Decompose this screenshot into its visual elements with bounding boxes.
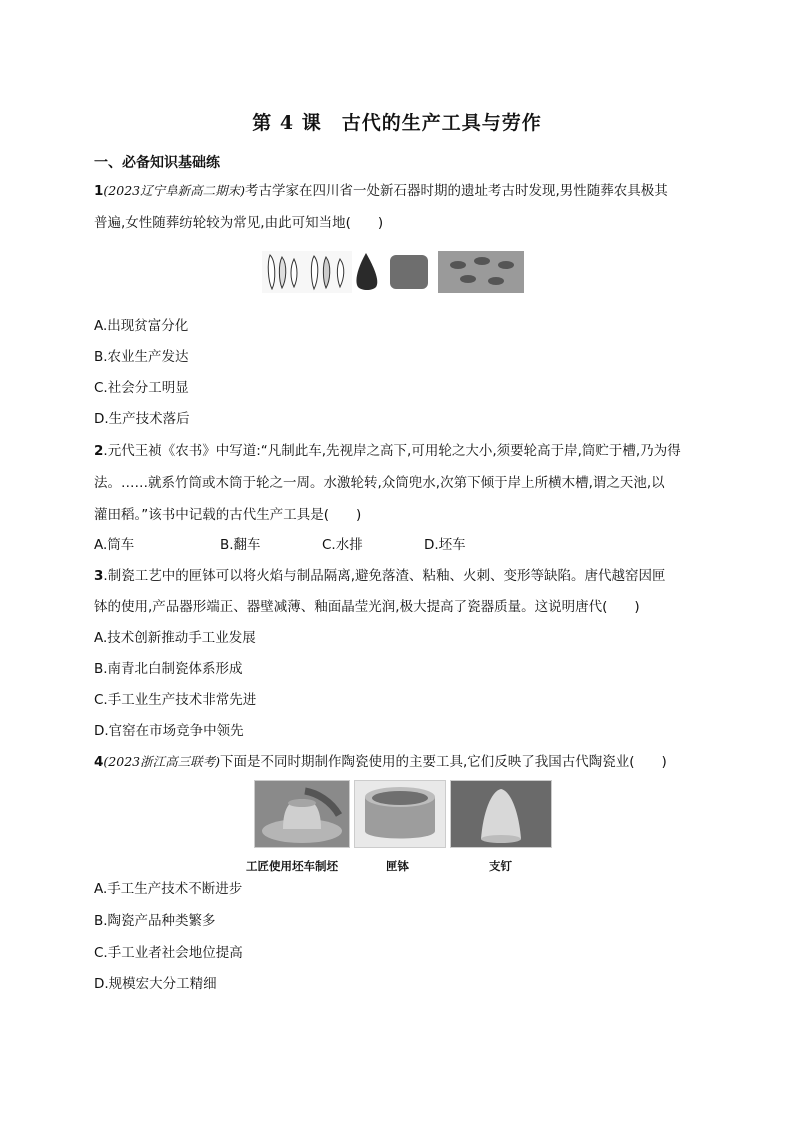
caption-saggar: 匣钵 <box>386 859 409 873</box>
q3-option-a: A.技术创新推动手工业发展 <box>94 630 256 646</box>
q2-line-1 <box>94 441 681 461</box>
section-heading: 一、必备知识基础练 <box>94 155 220 171</box>
lesson-title: 第 4 课 古代的生产工具与劳作 <box>252 112 542 134</box>
q1-text-1: 考古学家在四川省一处新石器时期的遗址考古时发现,男性随葬农具极其 <box>244 183 668 199</box>
q3-text-1: .制瓷工艺中的匣钵可以将火焰与制品隔离,避免落渣、粘釉、火刺、变形等缺陷。唐代越窑因匣 <box>103 568 666 584</box>
potter-wheel-illustration <box>255 781 349 847</box>
q3-option-b: B.南青北白制瓷体系形成 <box>94 661 243 677</box>
q4-option-b: B.陶瓷产品种类繁多 <box>94 913 216 929</box>
q1-line-1 <box>94 181 668 201</box>
q4-line-1 <box>94 752 667 772</box>
q3-option-c: C.手工业生产技术非常先进 <box>94 692 257 708</box>
q4-text-1: 下面是不同时期制作陶瓷使用的主要工具,它们反映了我国古代陶瓷业( ) <box>219 754 667 770</box>
q4-option-c: C.手工业者社会地位提高 <box>94 945 243 961</box>
q2-line-2: 法。……就系竹筒或木筒于轮之一周。水激轮转,众筒兜水,次第下倾于岸上所横木槽,谓之天池,以 <box>94 475 665 491</box>
caption-support-nail: 支钉 <box>489 859 512 873</box>
q3-line-2: 钵的使用,产品器形端正、器壁减薄、釉面晶莹光润,极大提高了瓷器质量。这说明唐代( ) <box>94 599 640 615</box>
q1-option-d: D.生产技术落后 <box>94 411 190 427</box>
q3-line-1 <box>94 566 666 586</box>
q1-option-a: A.出现贫富分化 <box>94 318 189 334</box>
support-nail-photo <box>450 780 552 848</box>
q2-option-d: D.坯车 <box>424 537 466 553</box>
q1-option-b: B.农业生产发达 <box>94 349 189 365</box>
q2-option-c: C.水排 <box>322 537 363 553</box>
q2-option-a: A.筒车 <box>94 537 135 553</box>
q1-source: (2023辽宁阜新高二期末) <box>103 183 245 198</box>
q4-number: 4 <box>94 754 104 770</box>
q3-option-d: D.官窑在市场竞争中领先 <box>94 723 244 739</box>
saggar-photo <box>354 780 446 848</box>
caption-potter-wheel: 工匠使用坯车制坯 <box>246 859 338 873</box>
saggar-illustration <box>355 781 445 847</box>
q2-text-1: .元代王祯《农书》中写道:“凡制此车,先视岸之高下,可用轮之大小,须要轮高于岸,筒贮于槽,乃为得 <box>103 443 681 459</box>
q2-option-b: B.翻车 <box>220 537 261 553</box>
q1-option-c: C.社会分工明显 <box>94 380 189 396</box>
q1-number: 1 <box>94 183 104 199</box>
q3-number: 3 <box>94 568 104 584</box>
q1-line-2: 普遍,女性随葬纺轮较为常见,由此可知当地( ) <box>94 215 384 231</box>
support-nail-illustration <box>451 781 551 847</box>
potter-wheel-photo <box>254 780 350 848</box>
q2-line-3: 灌田稻。”该书中记载的古代生产工具是( ) <box>94 507 362 523</box>
artifacts-illustration <box>262 251 524 293</box>
q4-option-a: A.手工生产技术不断进步 <box>94 881 243 897</box>
q4-source: (2023浙江高三联考) <box>103 754 220 769</box>
q2-number: 2 <box>94 443 104 459</box>
q4-option-d: D.规模宏大分工精细 <box>94 976 217 992</box>
q1-artifacts-image <box>262 251 524 293</box>
